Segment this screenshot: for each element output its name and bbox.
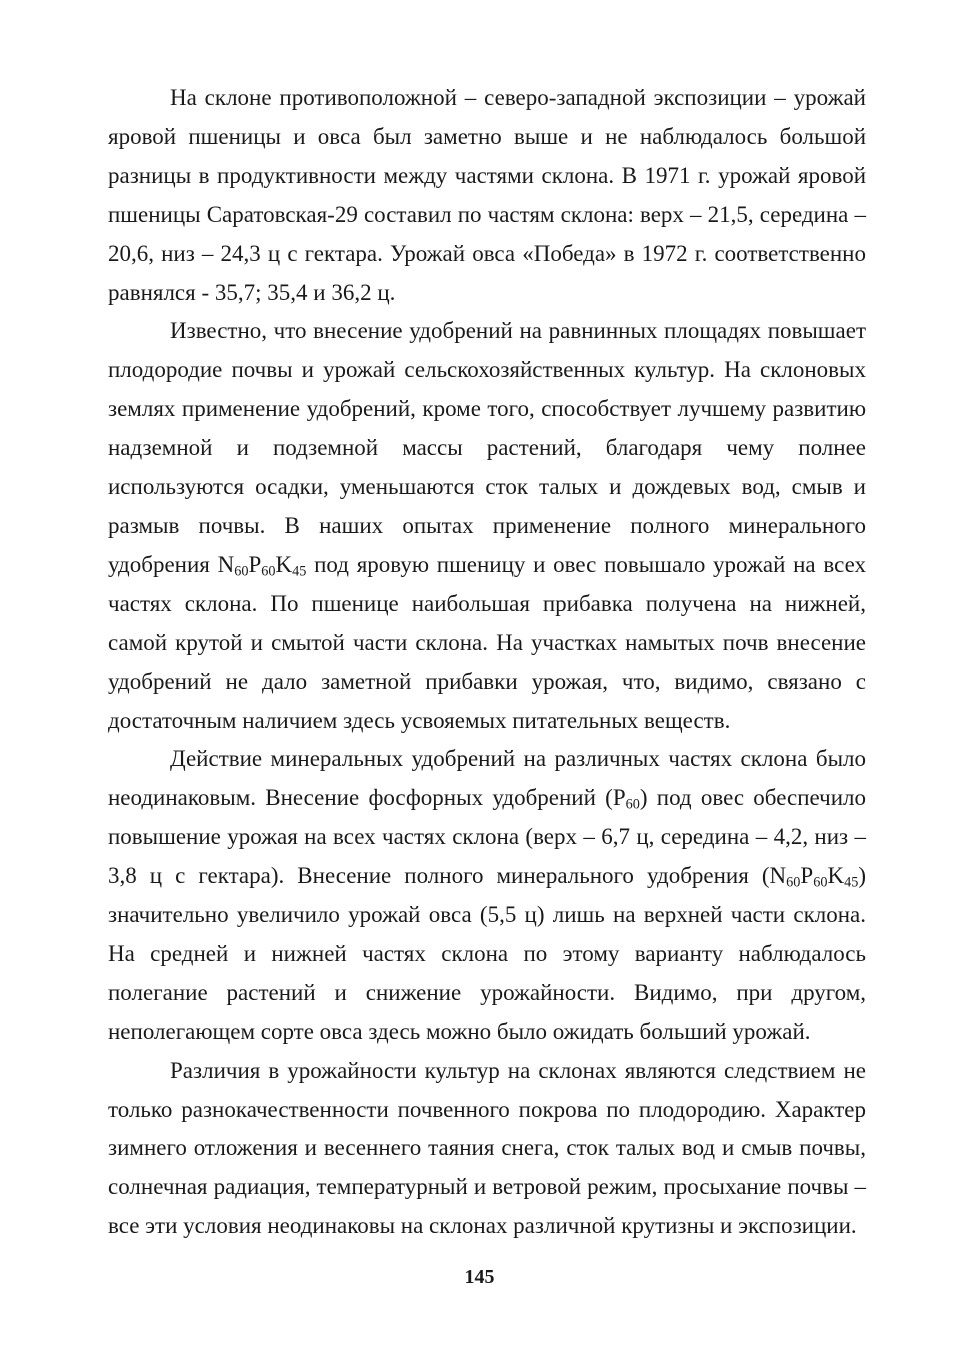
paragraph-4-text: Различия в урожайности культур на склонах являются следствием не только разнокачественности почвенного покрова по плодородию. Характер зимнего отложения и весеннего таяния снега, сток талых вод и смыв почвы, солнечная радиация, температурный и ветровой режим, просыхание почвы – все эти условия неодинаковы на склонах различной крутизны и экспозиции. [108,1057,866,1239]
fertilizer-formula: $N_{60}P_{60}K_{45}$ [217,551,307,580]
paragraph-2-text-b: под яровую пшеницу и овес повышало урожай на всех частях склона. По пшенице наибольшая прибавка получена на нижней, самой крутой и смытой части склона. На участках намытых почв внесение удобрений не дало заметной прибавки урожая, что, видимо, связано с достаточным наличием здесь усвояемых питательных веществ. [108,551,866,733]
paragraph-2 [108,312,866,740]
paragraph-3 [108,740,866,1051]
paragraph-4 [108,1052,866,1247]
page-number: 145 [464,1266,495,1288]
phosphorus-formula: $P_{60}$ [612,785,640,813]
paragraph-1 [108,79,866,312]
paragraph-2-text-a: Известно, что внесение удобрений на равнинных площадях повышает плодородие почвы и урожай сельскохозяйственных культур. На склоновых землях применение удобрений, кроме того, способствует лучшему развитию надземной и подземной массы растений, благодаря чему полнее используются осадки, уменьшаются сток талых и дождевых вод, смыв и размыв почвы. В наших опытах применение полного минерального удобрения [108,318,866,577]
paragraph-3-text-c: ) значительно увеличило урожай овса (5,5 ц) лишь на верхней части склона. На средней и нижней частях склона по этому варианту наблюдалось полегание растений и снижение урожайности. Видимо, при другом, неполегающем сорте овса здесь можно было ожидать больший урожай. [108,863,866,1044]
paragraph-3-text-b: ) под овес обеспечило повышение урожая на всех частях склона (верх – 6,7 ц, середина – 4,2, низ – 3,8 ц с гектара). Внесение полного минерального удобрения ( [108,785,866,889]
body-text [108,79,866,1246]
paragraph-1-text: На склоне противоположной – северо-западной экспозиции – урожай яровой пшеницы и овса был заметно выше и не наблюдалось большой разницы в продуктивности между частями склона. В 1971 г. урожай яровой пшеницы Саратовская-29 составил по частям склона: верх – 21,5, середина – 20,6, низ – 24,3 ц с гектара. Урожай овса «Победа» в 1972 г. соответственно равнялся - 35,7; 35,4 и 36,2 ц. [108,85,866,305]
paragraph-3-text-a: Действие минеральных удобрений на различных частях склона было неодинаковым. Внесение фосфорных удобрений ( [108,746,866,811]
fertilizer-formula: $N_{60}P_{60}K_{45}$ [769,863,859,891]
